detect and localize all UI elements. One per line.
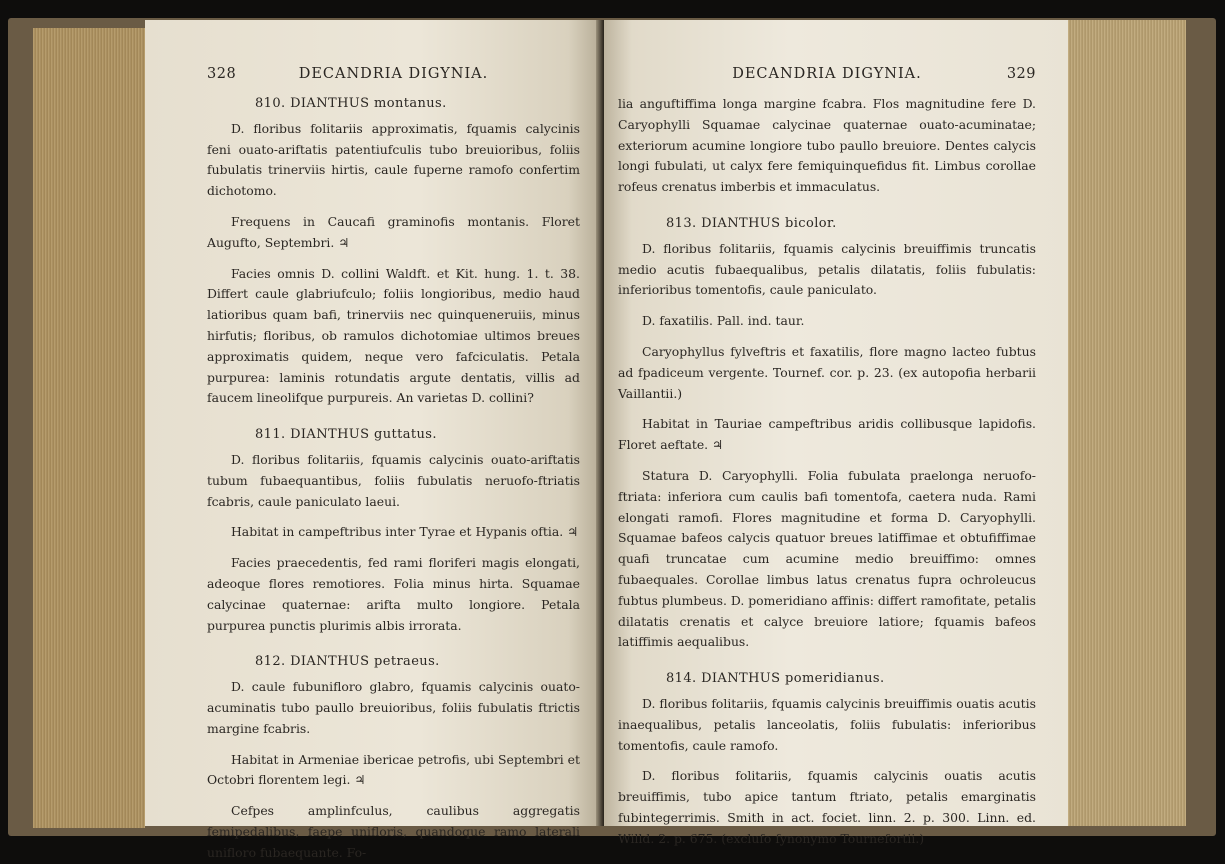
diagnosis: D. floribus folitariis approximatis, fquamis calycinis feni ouato-ariftatis patentiufculis tubo breuioribus, foliis fubulatis trinerviis hirtis, caule fuperne ramofo confertim dichotomo. — [207, 120, 580, 199]
page-number: 329 — [1006, 66, 1036, 82]
page-number: 328 — [207, 66, 237, 82]
left-header — [207, 66, 580, 88]
running-title: DECANDRIA DIGYNIA. — [298, 66, 489, 82]
diagnosis: D. caule fubunifloro glabro, fquamis calycinis ouato-acuminatis tubo paullo breuioribus, foliis fubulatis ftrictis margine fcabris. — [207, 679, 580, 736]
synonym: D. faxatilis. Pall. ind. taur. — [642, 313, 805, 329]
entry-heading: 810. DIANTHUS montanus. — [255, 96, 447, 111]
right-header — [618, 66, 1036, 88]
continuation-text: lia anguftiffima longa margine fcabra. Flos magnitudine fere D. Caryophylli Squamae calycinae quaternae ouato-acuminatae; exteriorum acumine longiore tubo paullo breuiore. Dentes calycis longi fubulati, ut calyx fere femiquinquefidus fit. Limbus corollae rofeus crenatus imberbis et immaculatus. — [618, 96, 1036, 195]
left-page — [145, 20, 600, 860]
habitat: Habitat in campeftribus inter Tyrae et Hypanis oftia. ♃ — [231, 524, 579, 540]
synonym: D. floribus folitariis, fquamis calycinis ouatis acutis breuiffimis, tubo apice tantum ftriato, petalis emarginatis fubintegerrimis. Smith in act. fociet. linn. 2. p. 300. Linn. ed. Willd. 2. p. 675. (exclufo fynonymo Tournefortii.) — [618, 768, 1036, 846]
description: Facies praecedentis, fed rami floriferi magis elongati, adeoque flores remotiores. Folia minus hirta. Squamae calycinae quaternae: arifta multo longiore. Petala purpurea punctis plurimis albis irrorata. — [207, 555, 580, 633]
entry-heading: 813. DIANTHUS bicolor. — [666, 215, 837, 231]
habitat: Habitat in Armeniae ibericae petrofis, ubi Septembri et Octobri florentem legi. ♃ — [207, 751, 580, 788]
diagnosis: D. floribus folitariis, fquamis calycinis breuiffimis ouatis acutis inaequalibus, petalis lanceolatis, foliis fubulatis: inferioribus tomentofis, caule ramofo. — [618, 695, 1036, 753]
habitat: Habitat in Tauriae campeftribus aridis collibusque lapidofis. Floret aeftate. ♃ — [618, 416, 1036, 453]
synonym: Caryophyllus fylveftris et faxatilis, flore magno lacteo fubtus ad fpadiceum vergente. Tournef. cor. p. 23. (ex autopofia herbarii Vaillantii.) — [618, 343, 1036, 401]
right-page-edges — [1068, 20, 1186, 826]
running-title: DECANDRIA DIGYNIA. — [732, 66, 922, 82]
diagnosis: D. floribus folitariis, fquamis calycinis breuiffimis truncatis medio acutis fubaequalibus, petalis dilatatis, foliis fubulatis: inferioribus tomentofis, caule paniculato. — [618, 240, 1036, 298]
entry-heading: 811. DIANTHUS guttatus. — [255, 427, 437, 443]
entry-heading: 814. DIANTHUS pomeridianus. — [666, 671, 885, 687]
entry-heading: 812. DIANTHUS petraeus. — [255, 654, 440, 670]
description: Cefpes amplinfculus, caulibus aggregatis femipedalibus, faepe unifloris, quandoque ramo laterali unifloro fubaequante. Fo- — [207, 803, 580, 860]
description: Facies omnis D. collini Waldft. et Kit. hung. 1. t. 38. Differt caule glabriufculo; foliis longioribus, medio haud latioribus quam bafi, trinerviis nec quinqueneruiis, minus hirfutis; floribus, ob ramulos dichotomiae ultimos breues approximatis quidem, neque vero fafciculatis. Petala purpurea: laminis rotundatis argute dentatis, villis ad faucem lineolifque purpureis. An varietas D. collini? — [207, 265, 580, 406]
habitat: Frequens in Caucafi graminofis montanis. Floret Augufto, Septembri. ♃ — [207, 213, 580, 250]
left-page-edges — [33, 28, 145, 828]
diagnosis: D. floribus folitariis, fquamis calycinis ouato-ariftatis tubum fubaequantibus, foliis fubulatis neruofo-ftriatis fcabris, caule paniculato laeui. — [207, 451, 580, 509]
description: Statura D. Caryophylli. Folia fubulata praelonga neruofo-ftriata: inferiora cum caulis bafi tomentofa, caetera nuda. Rami elongati ramofi. Flores magnitudine et forma D. Caryophylli. Squamae bafeos calycis quatuor breues latiffimae et obtufiffimae quafi truncatae cum acumine medio breuiffimo: omnes fubaequales. Corollae limbus latus crenatus fupra ochroleucus fubtus plumbeus. D. pomeridiano affinis: differt ramofitate, petalis dilatatis crenatis et calyce breuiore latiore; fquamis bafeos latiffimis aequalibus. — [618, 467, 1036, 650]
right-page — [604, 20, 1068, 846]
